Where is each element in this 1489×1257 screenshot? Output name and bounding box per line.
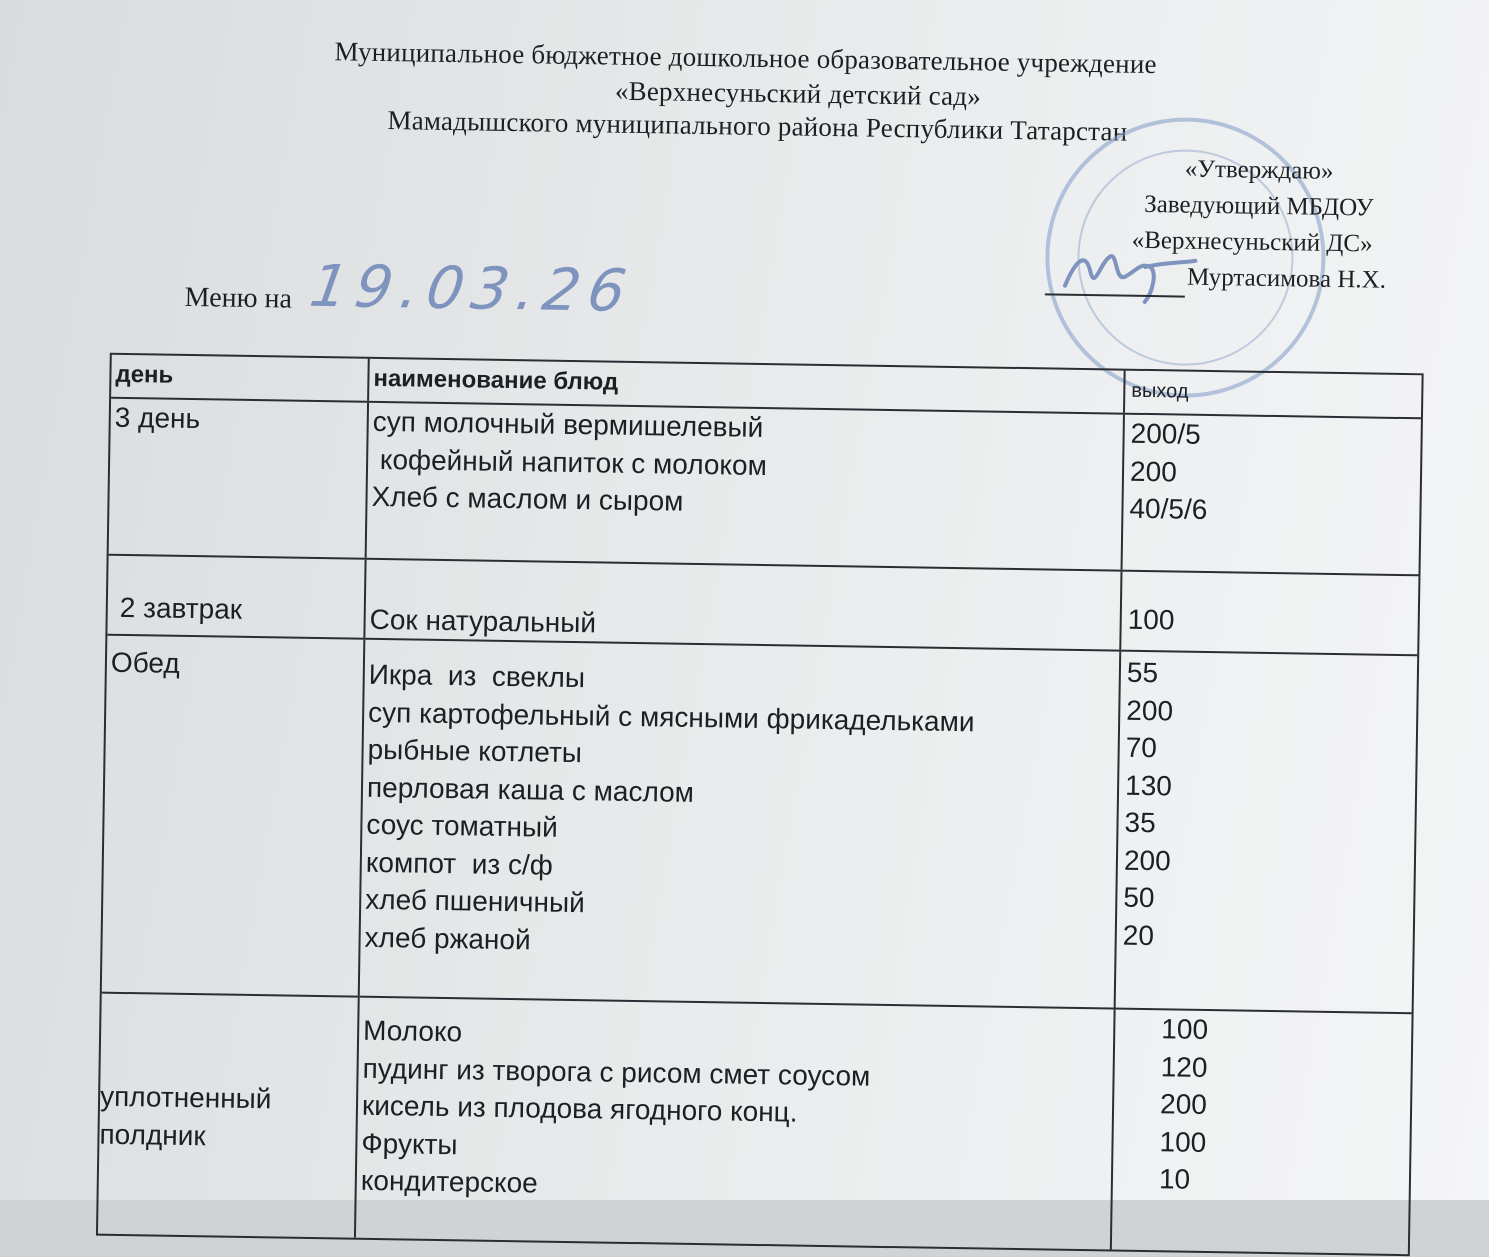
meal-label: 3 день [114,401,201,435]
meal-cell [107,556,366,638]
dish-item: пудинг из творога с рисом смет соусом [362,1052,871,1092]
menu-date-label: Меню на [184,281,293,315]
portions-cell [1116,652,1418,1013]
column-header-day: день [111,355,370,401]
dish-item: кондитерское [360,1164,539,1199]
dishes-cell [360,640,1121,1008]
meal-label: полдник [99,1118,206,1151]
dish-item: хлеб ржаной [364,921,531,955]
portion-value: 20 [1122,919,1155,951]
dish-item: Молоко [362,1014,463,1048]
portions-cell [1121,572,1418,655]
column-header-dish: наименование блюд [369,359,1126,413]
dishes-cell [365,560,1122,650]
meal-label: уплотненный [99,1080,272,1115]
meal-label-group [99,1078,271,1156]
dish-item: рыбные котлеты [367,733,583,769]
portion-value: 70 [1125,731,1158,764]
portion-value: 200/5 [1130,417,1201,450]
portion-value: 200 [1159,1088,1208,1121]
portion-value: 55 [1126,656,1159,689]
meal-cell [102,636,366,996]
portion-value: 50 [1123,881,1155,914]
dish-item: кофейный напиток с молоком [371,443,768,481]
dish-item: суп молочный вермишелевый [372,405,764,443]
signature [1045,230,1206,313]
dish-item: компот из с/ф [365,846,554,881]
meal-label: Обед [110,646,180,679]
approval-organization: «Верхнесуньский ДС» [1131,226,1373,258]
table-row [102,634,1417,1013]
approval-signer-name: Муртасимова Н.Х. [1186,263,1387,294]
meal-label: 2 завтрак [119,591,243,625]
column-header-portion: выход [1131,379,1189,403]
table-row [109,397,1421,575]
portion-value: 200 [1129,455,1178,487]
portion-value: 200 [1123,844,1171,876]
portion-value: 100 [1161,1013,1209,1046]
dish-item: кисель из плодова ягодного конц. [361,1089,798,1128]
menu-date-handwritten: 19.03.26 [305,251,639,325]
header-institution: Муниципальное бюджетное дошкольное образовательное учреждение [334,36,1157,80]
meal-cell [98,994,360,1238]
header-kindergarten-name: «Верхнесуньский детский сад» [614,75,982,112]
approval-position: Заведующий МБДОУ [1144,190,1374,222]
portions-cell [1112,1010,1412,1255]
portion-value: 120 [1160,1050,1208,1083]
dish-item: соус томатный [366,808,559,843]
meal-cell [109,399,369,558]
portion-value: 100 [1127,603,1175,635]
portions-cell [1123,415,1421,575]
portion-value: 10 [1158,1163,1191,1195]
dishes-cell [356,998,1116,1250]
dish-item: суп картофельный с мясными фрикадельками [367,696,975,737]
menu-table [96,353,1424,1257]
header-district: Мамадышского муниципального района Республики Татарстан [387,105,1128,147]
approval-title: «Утверждаю» [1184,155,1334,185]
dishes-cell [367,403,1125,570]
portion-value: 200 [1126,694,1174,726]
portion-value: 100 [1159,1125,1207,1158]
table-row [98,992,1412,1255]
portion-value: 130 [1124,769,1173,801]
portion-value: 40/5/6 [1129,492,1208,525]
dish-item: перловая каша с маслом [366,771,695,808]
dish-item: хлеб пшеничный [365,883,586,919]
dish-item: Сок натуральный [369,603,597,638]
dish-item: Хлеб с маслом и сыром [371,480,684,517]
dish-item: Фрукты [361,1127,458,1160]
dish-item: Икра из свеклы [368,658,586,694]
portion-value: 35 [1124,806,1156,839]
